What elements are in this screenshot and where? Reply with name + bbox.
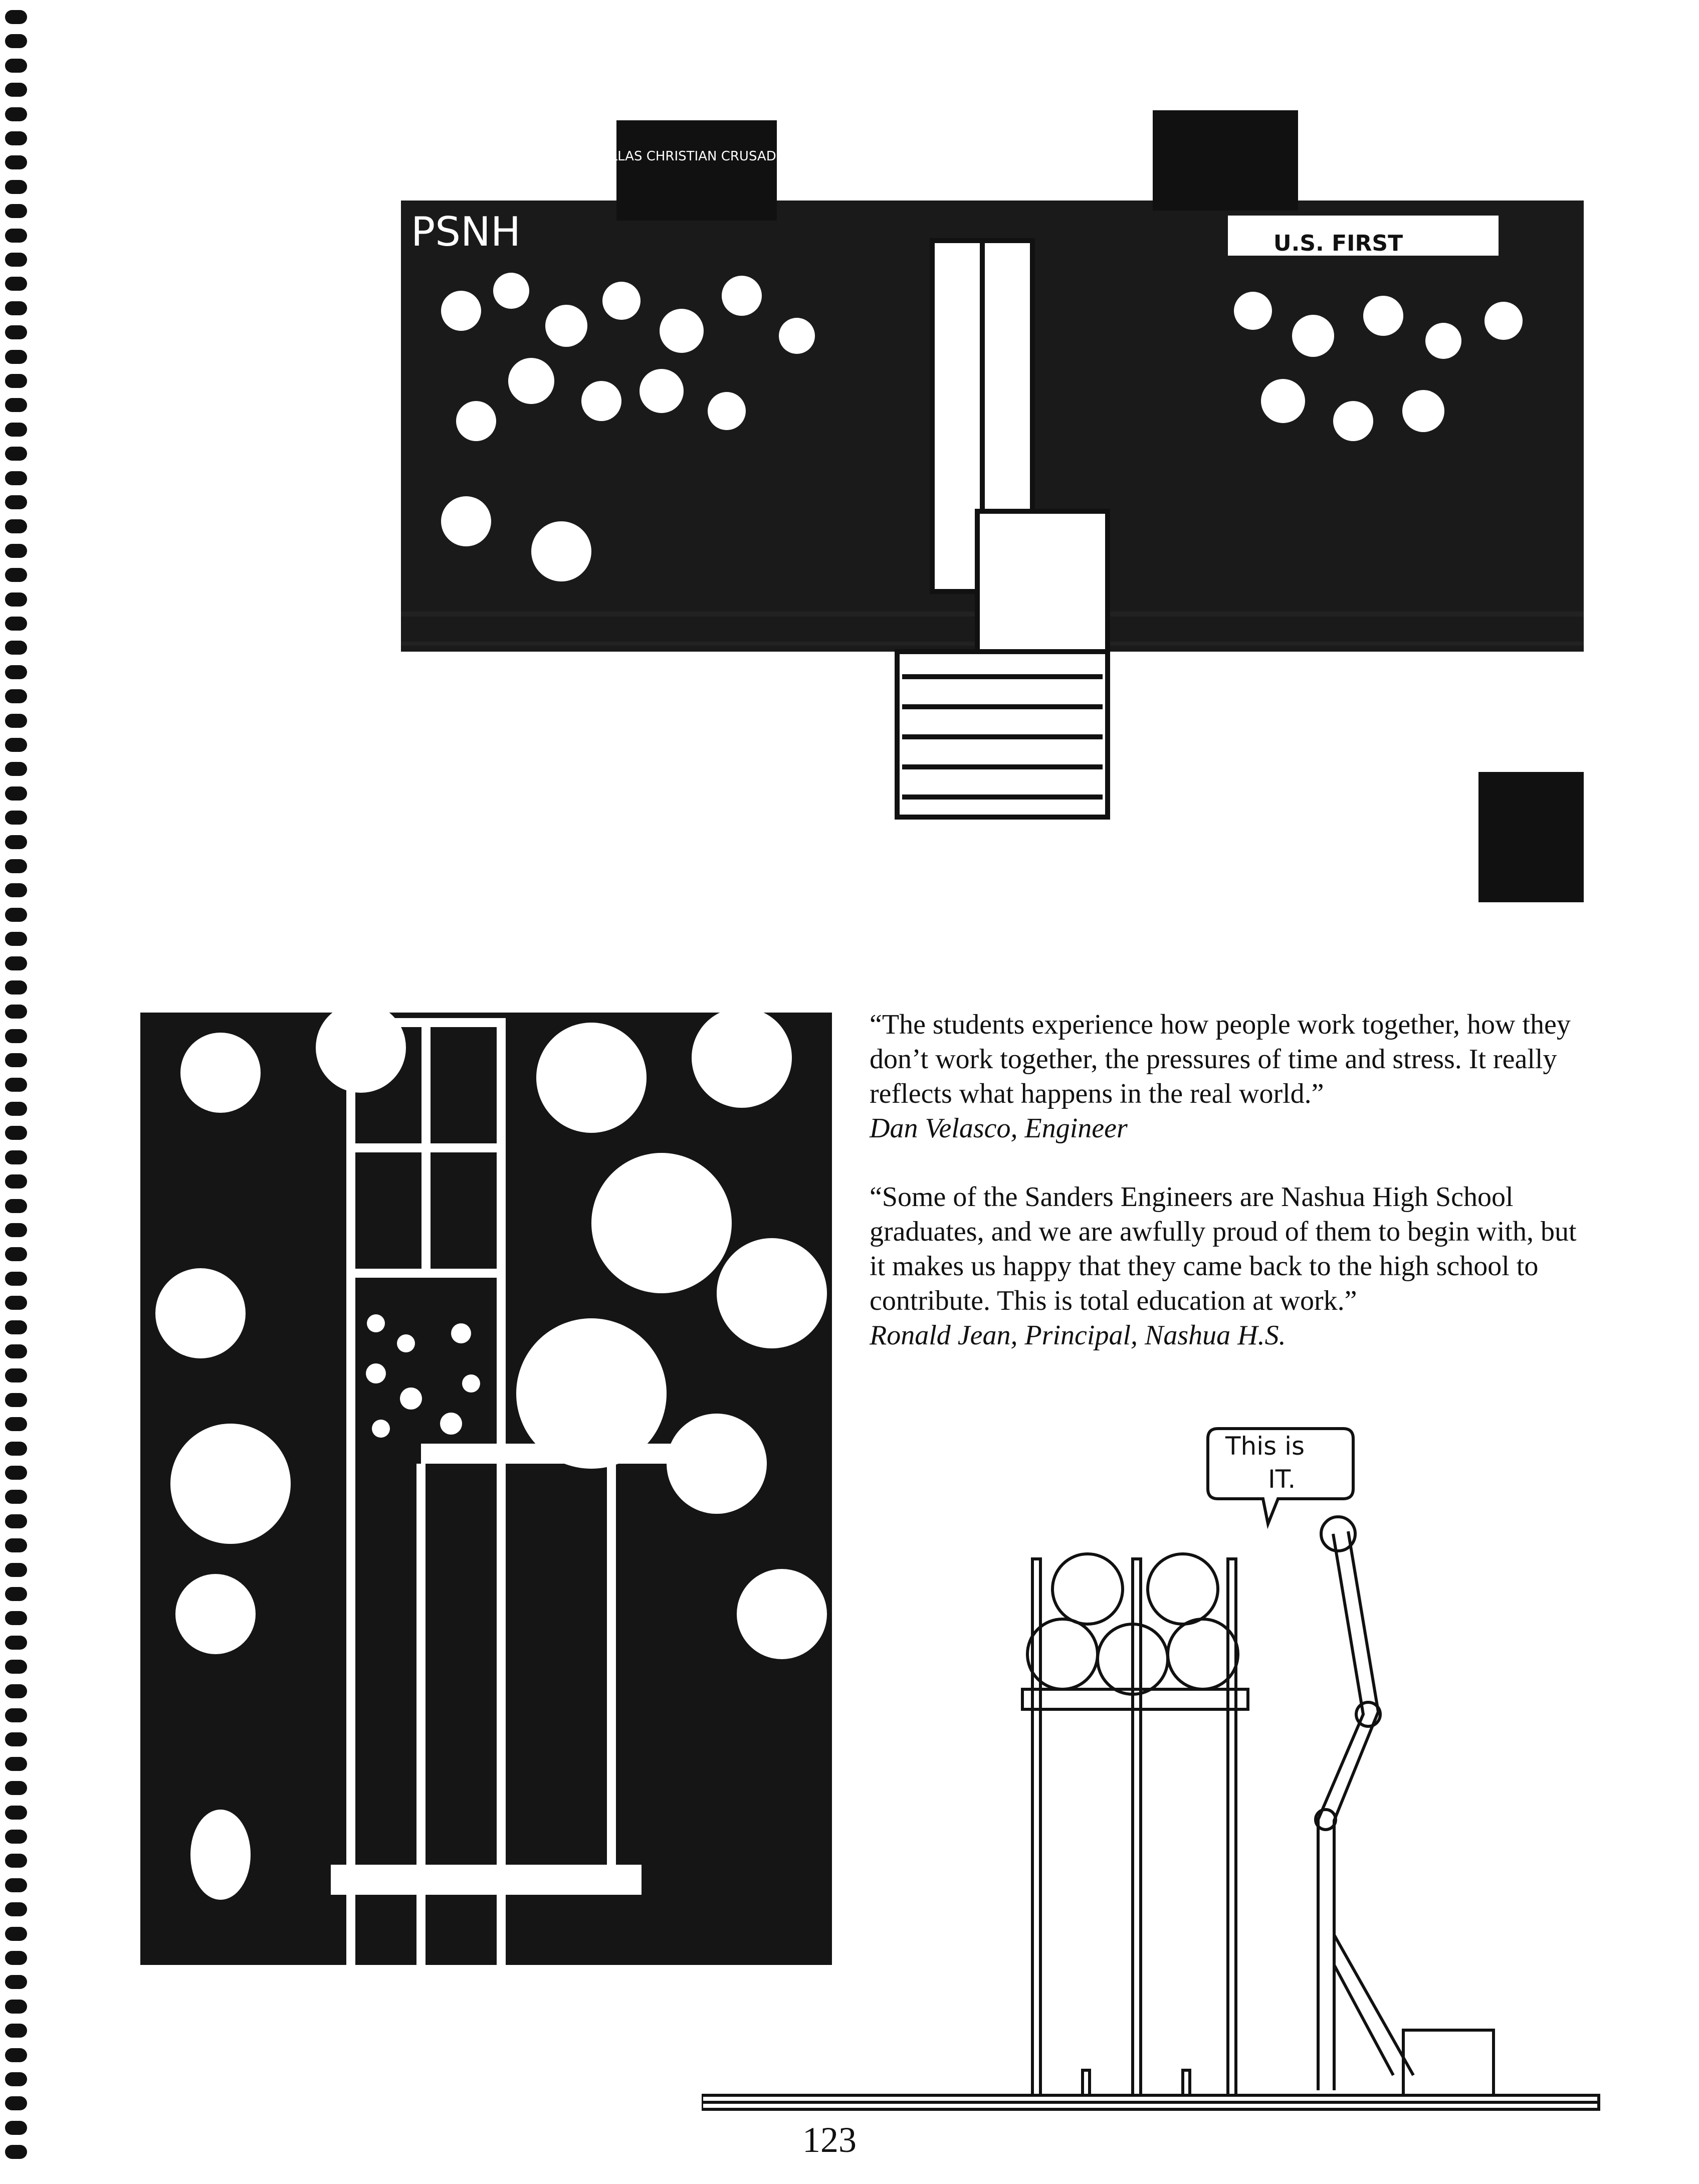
binding-ring (5, 1636, 27, 1650)
binding-ring (5, 689, 27, 703)
binding-ring (5, 107, 27, 121)
spiral-binding (0, 10, 30, 2165)
binding-ring (5, 229, 27, 243)
binding-ring (5, 1150, 27, 1164)
binding-ring (5, 519, 27, 533)
binding-ring (5, 83, 27, 97)
binding-ring (5, 155, 27, 169)
binding-ring (5, 2096, 27, 2110)
binding-ring (5, 762, 27, 776)
binding-ring (5, 180, 27, 194)
binding-ring (5, 1806, 27, 1820)
binding-ring (5, 883, 27, 897)
binding-ring (5, 1538, 27, 1552)
page-number: 123 (802, 2120, 857, 2160)
binding-ring (5, 932, 27, 946)
quote-block (870, 1008, 1591, 1146)
robot-cartoon-drawing (702, 1424, 1604, 2135)
binding-ring (5, 956, 27, 970)
binding-ring (5, 1611, 27, 1625)
binding-ring (5, 1417, 27, 1431)
binding-ring (5, 1708, 27, 1722)
binding-ring (5, 641, 27, 655)
binding-ring (5, 423, 27, 437)
binding-ring (5, 1368, 27, 1382)
quote-text: “The students experience how people work together, how they don’t work together, the pressures of time and stress. It really reflects what happens in the real world.” (870, 1009, 1571, 1109)
binding-ring (5, 471, 27, 485)
binding-ring (5, 253, 27, 267)
quote-text: “Some of the Sanders Engineers are Nashua High School graduates, and we are awfully proud of them to begin with, but it makes us happy that they came back to the high school to contribute. This is total education at work.” (870, 1181, 1577, 1316)
binding-ring (5, 1320, 27, 1334)
binding-ring (5, 1102, 27, 1116)
binding-ring (5, 1344, 27, 1358)
quote-attribution: Ronald Jean, Principal, Nashua H.S. (870, 1320, 1286, 1351)
binding-ring (5, 1005, 27, 1019)
binding-ring (5, 1684, 27, 1698)
binding-ring (5, 1442, 27, 1456)
binding-ring (5, 1757, 27, 1771)
binding-ring (5, 568, 27, 582)
binding-ring (5, 738, 27, 752)
binding-ring (5, 1951, 27, 1965)
binding-ring (5, 398, 27, 412)
binding-ring (5, 2024, 27, 2038)
binding-ring (5, 1514, 27, 1528)
binding-ring (5, 1878, 27, 1892)
binding-ring (5, 1563, 27, 1577)
binding-ring (5, 1078, 27, 1092)
binding-ring (5, 1927, 27, 1941)
binding-ring (5, 447, 27, 461)
binding-ring (5, 1223, 27, 1237)
binding-ring (5, 1296, 27, 1310)
binding-ring (5, 59, 27, 73)
binding-ring (5, 1490, 27, 1504)
binding-ring (5, 1029, 27, 1043)
binding-ring (5, 1732, 27, 1746)
binding-ring (5, 1272, 27, 1286)
binding-ring (5, 2072, 27, 2086)
binding-ring (5, 1466, 27, 1480)
binding-ring (5, 544, 27, 558)
binding-ring (5, 374, 27, 388)
logo-text: U.S. FIRST (1273, 231, 1403, 256)
binding-ring (5, 2000, 27, 2014)
binding-ring (5, 1247, 27, 1261)
binding-ring (5, 1902, 27, 1916)
wall-sign-text: PSNH (411, 209, 521, 255)
binding-ring (5, 325, 27, 339)
binding-ring (5, 10, 27, 24)
quote-attribution: Dan Velasco, Engineer (870, 1113, 1128, 1144)
binding-ring (5, 1174, 27, 1188)
binding-ring (5, 277, 27, 291)
binding-ring (5, 2121, 27, 2135)
speech-line-2: IT. (1268, 1465, 1296, 1494)
binding-ring (5, 1830, 27, 1844)
binding-ring (5, 1975, 27, 1989)
speech-line-1: This is (1225, 1432, 1305, 1461)
binding-ring (5, 980, 27, 995)
binding-ring (5, 835, 27, 849)
binding-ring (5, 495, 27, 509)
binding-ring (5, 2048, 27, 2062)
binding-ring (5, 350, 27, 364)
binding-ring (5, 786, 27, 801)
binding-ring (5, 617, 27, 631)
photo-competition-arena (401, 100, 1584, 902)
binding-ring (5, 131, 27, 145)
binding-ring (5, 714, 27, 728)
binding-ring (5, 1393, 27, 1407)
binding-ring (5, 301, 27, 315)
binding-ring (5, 34, 27, 48)
binding-ring (5, 665, 27, 679)
binding-ring (5, 1126, 27, 1140)
binding-ring (5, 1660, 27, 1674)
binding-ring (5, 859, 27, 873)
binding-ring (5, 1053, 27, 1067)
binding-ring (5, 592, 27, 607)
binding-ring (5, 2145, 27, 2159)
binding-ring (5, 1854, 27, 1868)
binding-ring (5, 1587, 27, 1601)
quotes-section (870, 1008, 1591, 1353)
quote-block (870, 1180, 1591, 1353)
binding-ring (5, 204, 27, 218)
binding-ring (5, 1781, 27, 1795)
binding-ring (5, 1199, 27, 1213)
binding-ring (5, 908, 27, 922)
binding-ring (5, 811, 27, 825)
banner-left-text: DALLAS CHRISTIAN CRUSADERS (591, 149, 802, 164)
